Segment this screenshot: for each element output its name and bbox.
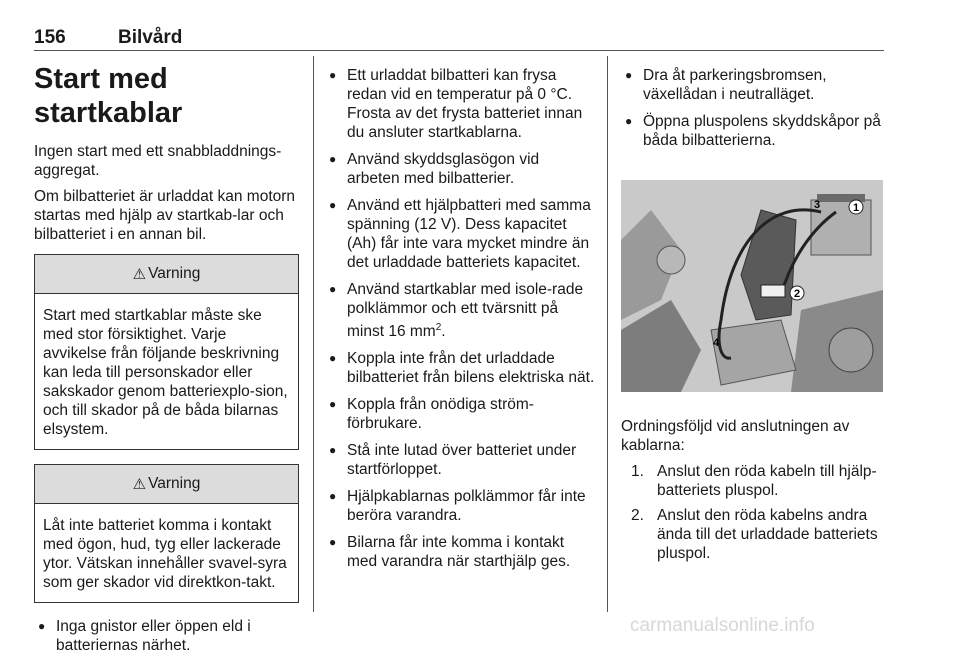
warning-box	[34, 464, 299, 603]
order-heading: Ordningsföljd vid anslutningen av kablarna:	[621, 418, 850, 454]
bullet-list	[325, 66, 595, 571]
column-3	[621, 66, 886, 569]
warning-box	[34, 254, 299, 450]
figure-callout: 3	[813, 199, 821, 211]
watermark[interactable]: carmanualsonline.info	[630, 615, 815, 636]
header-rule	[34, 50, 884, 51]
order-list	[621, 462, 886, 563]
list-item: ● Koppla inte från det urladdade bilbatteriet från bilens elektriska nät.	[325, 349, 595, 387]
list-item: ● Koppla från onödiga ström-förbrukare.	[325, 395, 595, 433]
list-item: ● Inga gnistor eller öppen eld i batteriernas närhet.	[34, 617, 299, 655]
list-item: ● Stå inte lutad över batteriet under startförloppet.	[325, 441, 595, 479]
list-item: ● Bilarna får inte komma i kontakt med varandra när starthjälp ges.	[325, 533, 595, 571]
list-item: ● Ett urladdat bilbatteri kan frysa redan vid en temperatur på 0 °C. Frosta av det frysta batteriet innan du ansluter startkablarna.	[325, 66, 595, 142]
intro-paragraph: Ingen start med ett snabbladdnings-aggregat.	[34, 143, 282, 179]
step-text: Anslut den röda kabelns andra ända till det urladdade batteriets pluspol.	[657, 507, 878, 562]
warning-text: Låt inte batteriet komma i kontakt med ögon, hud, tyg eller lackerade ytor. Vätskan innehåller svavel-syra som ger skador vid direktkon-takt.	[43, 517, 287, 591]
warning-triangle-icon: ⚠	[132, 266, 147, 283]
page-header	[34, 27, 884, 51]
figure-callout: 4	[712, 337, 720, 349]
warning-text: Start med startkablar måste ske med stor försiktighet. Varje avvikelse från följande beskrivning kan leda till personskador eller sakskador genom batteriexplo-sion, och till skador på de båda bilarnas elsystem.	[43, 307, 288, 438]
warning-label: Varning	[148, 265, 201, 282]
list-item-text: Använd startkablar med isole-rade polklämmor och ett tvärsnitt på minst 16 mm	[347, 281, 584, 341]
bullet-list	[621, 66, 886, 150]
order-step	[631, 506, 886, 563]
warning-triangle-icon: ⚠	[132, 476, 147, 493]
section-title: Bilvård	[118, 27, 183, 48]
engine-bay-photo	[621, 180, 883, 392]
list-item: ● Använd skyddsglasögon vid arbeten med bilbatterier.	[325, 150, 595, 188]
order-step	[631, 462, 886, 500]
superscript: 2	[435, 322, 442, 333]
list-item: ● Dra åt parkeringsbromsen, växellådan i neutralläget.	[621, 66, 886, 104]
column-divider	[607, 56, 608, 612]
step-text: Anslut den röda kabeln till hjälp-batteriets pluspol.	[657, 463, 877, 499]
column-divider	[313, 56, 314, 612]
warning-header	[35, 255, 298, 294]
list-item-end: .	[441, 323, 446, 341]
column-2	[325, 66, 595, 579]
column-1	[34, 56, 299, 663]
figure-callout: 2	[793, 288, 801, 300]
bullet-list	[34, 617, 299, 655]
page-number: 156	[34, 27, 66, 48]
warning-label: Varning	[148, 475, 201, 492]
list-item	[325, 280, 595, 341]
page-title: Start med startkablar	[34, 63, 183, 129]
step-number: 2.	[631, 507, 644, 524]
figure-callout: 1	[852, 202, 860, 214]
list-item: ● Hjälpkablarnas polklämmor får inte beröra varandra.	[325, 487, 595, 525]
list-item: ● Öppna pluspolens skyddskåpor på båda bilbatterierna.	[621, 112, 886, 150]
step-number: 1.	[631, 463, 644, 480]
list-item: ● Använd ett hjälpbatteri med samma spänning (12 V). Dess kapacitet (Ah) får inte vara mycket mindre än det urladdade batteriets kapacitet.	[325, 196, 595, 272]
warning-header	[35, 465, 298, 504]
intro-paragraph: Om bilbatteriet är urladdat kan motorn startas med hjälp av startkab-lar och bilbatteriet i en annan bil.	[34, 188, 296, 243]
